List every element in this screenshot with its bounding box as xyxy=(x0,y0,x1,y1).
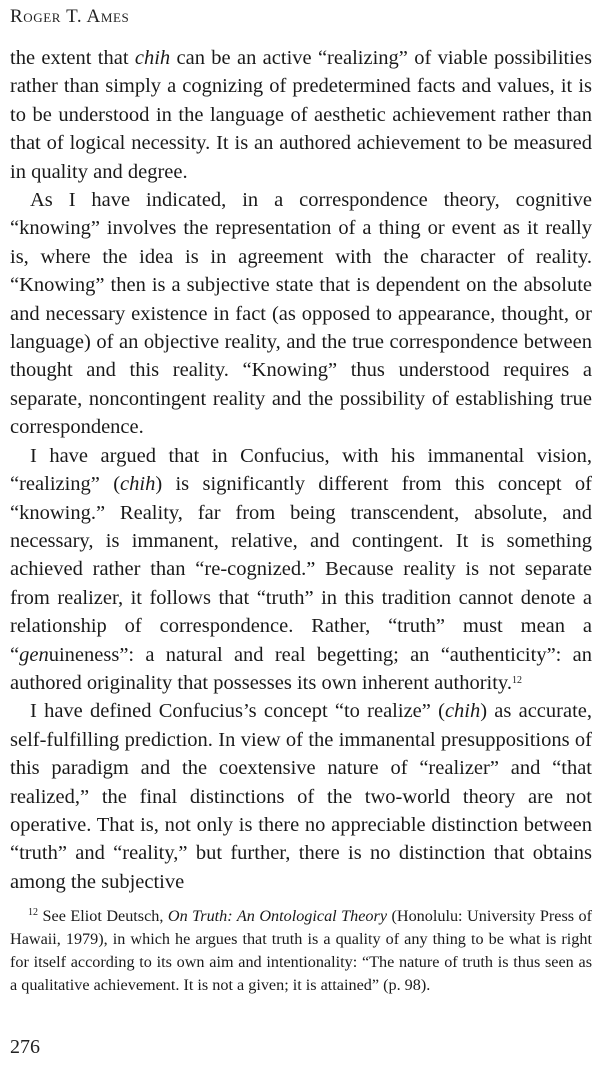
term-chih: chih xyxy=(134,47,171,69)
paragraph-2: As I have indicated, in a correspondence theory, cognitive “knowing” involves the representation of a thing or event as it really is, where the idea is in agreement with the character of reality. “Knowing” then is a subjective state that is dependent on the absolute and necessary existence in fact (as opposed to appearance, thought, or language) of an objective reality, and the true correspondence between thought and this reality. “Knowing” thus understood requires a separate, noncontingent reality and the possibility of establishing true correspondence. xyxy=(10,189,592,439)
paragraph-4: I have defined Confucius’s concept “to realize” (chih) as accurate, self-fulfilling prediction. In view of the immanental presuppositions of this paradigm and the coextensive nature of “realizer” and “that realized,” the final distinctions of the two-world theory are not operative. That is, not only is there no appreciable distinction between “truth” and “reality,” but further, there is no distinction that obtains among the subjective xyxy=(10,700,593,893)
cited-title: On Truth: An Ontological Theory xyxy=(167,907,388,925)
term-chih: chih xyxy=(444,700,481,723)
term-chih: chih xyxy=(120,473,156,496)
footnote-12: $^{12}$ See Eliot Deutsch, On Truth: An Ontological Theory (Honolulu: University Press of Hawaii, 1979), in which he argues that truth is a quality of any thing to be what is right for itself according to its own aim and intentionality: “The nature of truth is thus seen as a qualitative achievement. It is not a given; it is attained” (p. 98). xyxy=(10,907,593,994)
body-text xyxy=(10,44,592,896)
page-number: 276 xyxy=(10,1036,40,1058)
paragraph-3: I have argued that in Confucius, with his immanental vision, “realizing” (chih) is significantly different from this concept of “knowing.” Reality, far from being transcendent, absolute, and necessary, is immanent, relative, and contingent. It is something achieved rather than “re-cognized.” Because reality is not separate from realizer, it follows that “truth” in this tradition cannot denote a relationship of correspondence. Rather, “truth” must mean a “genuineness”: a natural and real begetting; an “authenticity”: an authored originality that possesses its own inherent authority.$^{12}$ xyxy=(10,444,592,694)
paragraph-1: the extent that chih can be an active “realizing” of viable possibilities rather than simply a cognizing of predetermined facts and values, it is to be understood in the language of aesthetic achievement rather than that of logical necessity. It is an authored achievement to be measured in quality and degree. xyxy=(10,47,592,183)
footnotes xyxy=(10,905,592,997)
running-head: Roger T. Ames xyxy=(10,6,130,27)
book-page xyxy=(10,0,592,1065)
emphasis-gen: gen xyxy=(19,643,49,666)
footnote-reference[interactable]: 12 xyxy=(511,674,522,686)
footnote-marker: 12 xyxy=(28,907,38,918)
